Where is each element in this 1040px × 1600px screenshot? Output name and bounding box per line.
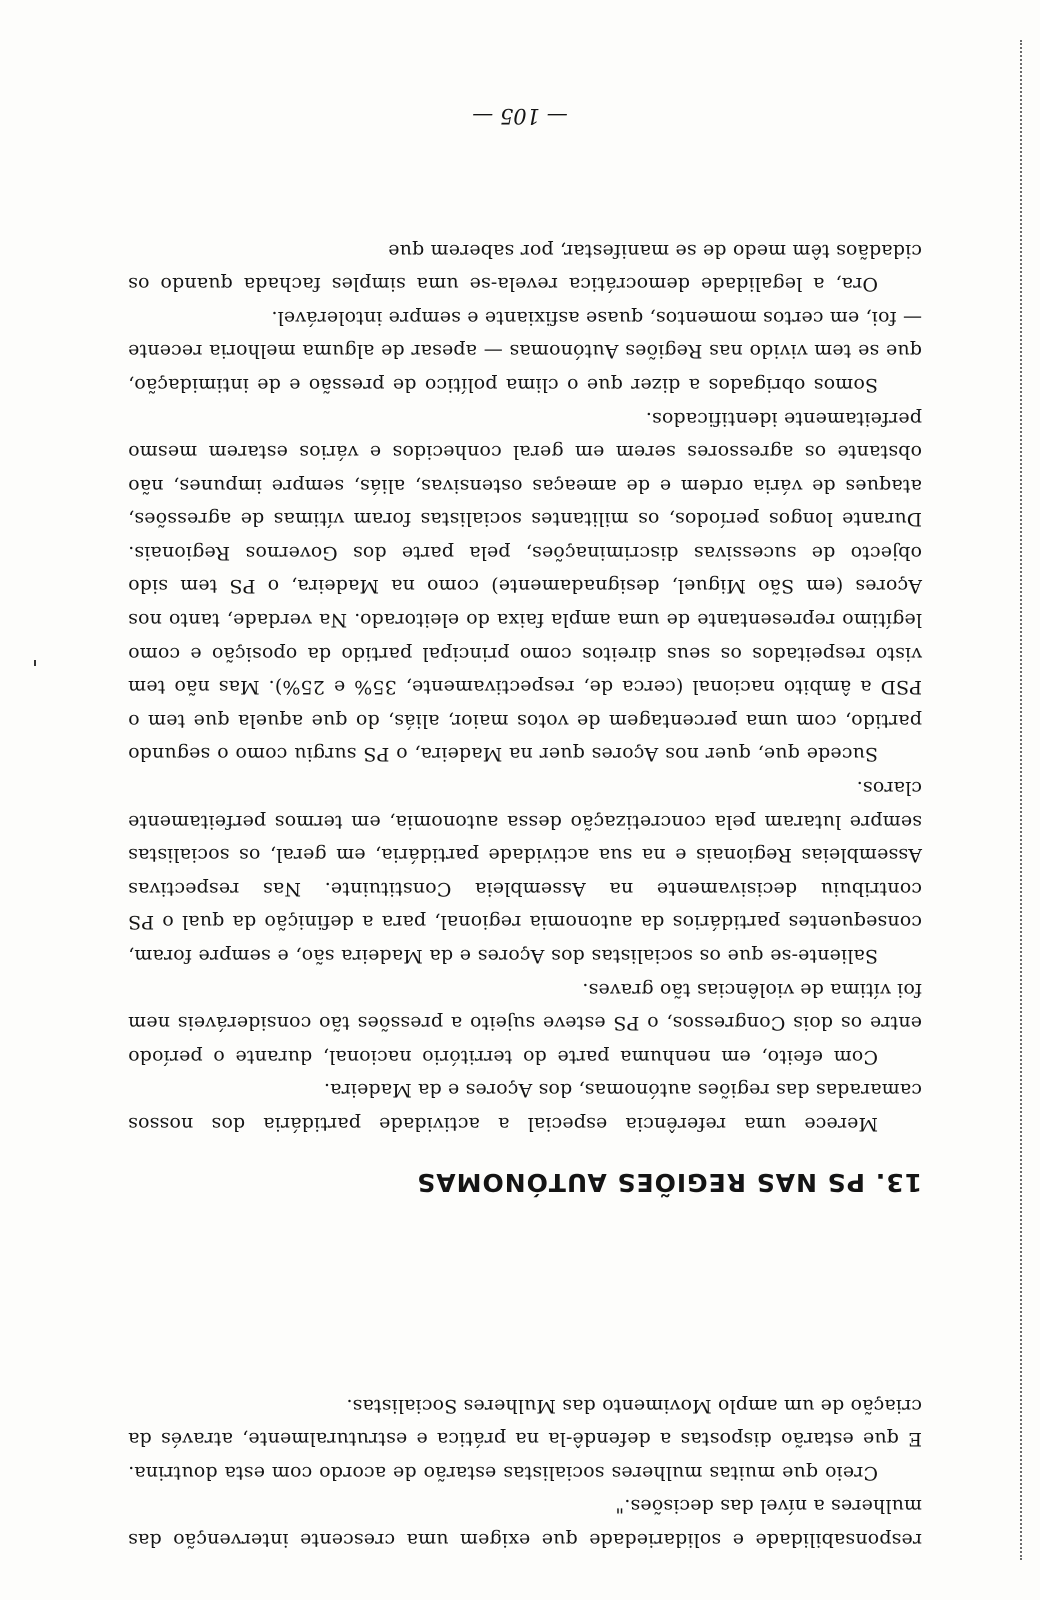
- paragraph: Somos obrigados a dizer que o clima político de pressão e de intimidação, que se tem vivido nas Regiões Autónomas — apesar de alguma melhoria recente — foi, em certos momentos, quase asfixiante e sempre intolerável.: [128, 306, 922, 396]
- section-body: [128, 233, 922, 1140]
- page-number: — 105 —: [472, 104, 568, 128]
- section-heading: 13. PS NAS REGIÕES AUTÓNOMAS: [416, 1168, 922, 1197]
- paragraph: Com efeito, em nenhuma parte do território nacional, durante o período entre os dois Congressos, o PS esteve sujeito a pressões tão consideráveis nem foi vítima de violências tão graves.: [128, 978, 922, 1068]
- scan-speck: [34, 660, 36, 666]
- paragraph: Ora, a legalidade democrática revela-se uma simples fachada quando os cidadãos têm medo de se manifestar, por saberem que: [128, 239, 922, 296]
- paragraph: Creio que muitas mulheres socialistas estarão de acordo com esta doutrina. E que estarão dispostas a defendê-la na prática e estruturalmente, através da criação de um amplo Movimento das Mulheres Socialistas.: [128, 1394, 922, 1484]
- scan-edge-marks: [1020, 40, 1022, 1560]
- paragraph-continuation: responsabilidade e solidariedade que exigem uma crescente intervenção das mulheres a nível das decisões.": [128, 1495, 922, 1551]
- paragraph: Merece uma referência especial a actividade partidária dos nossos camaradas das regiões autónomas, dos Açores e da Madeira.: [128, 1079, 922, 1135]
- top-text-block: [128, 1388, 922, 1556]
- paragraph: Sucede que, quer nos Açores quer na Madeira, o PS surgiu como o segundo partido, com uma percentagem de votos maior, aliás, do que aquela que tem o PSD a âmbito nacional (cerca de, respectivamente, 35% e 25%). Mas não tem visto respeitados os seus direitos como principal partido da oposição e como legítimo representante de uma ampla faixa do eleitorado. Na verdade, tanto nos Açores (em São Miguel, designadamente) como na Madeira, o PS tem sido objecto de sucessivas discriminações, pela parte dos Governos Regionais. Durante longos períodos, os militantes socialistas foram vítimas de agressões, ataques de vária ordem e de ameaças ostensivas, aliás, sempre impunes, não obstante os agressores serem em geral conhecidos e vários estarem mesmo perfeitamente identificados.: [128, 407, 922, 766]
- paragraph: Saliente-se que os socialistas dos Açores e da Madeira são, e sempre foram, consequentes partidários da autonomia regional, para a definição da qual o PS contribuiu decisivamente na Assembleia Constituinte. Nas respectivas Assembleias Regionais e na sua actividade partidária, em geral, os socialistas sempre lutaram pela concretização dessa autonomia, em termos perfeitamente claros.: [128, 777, 922, 968]
